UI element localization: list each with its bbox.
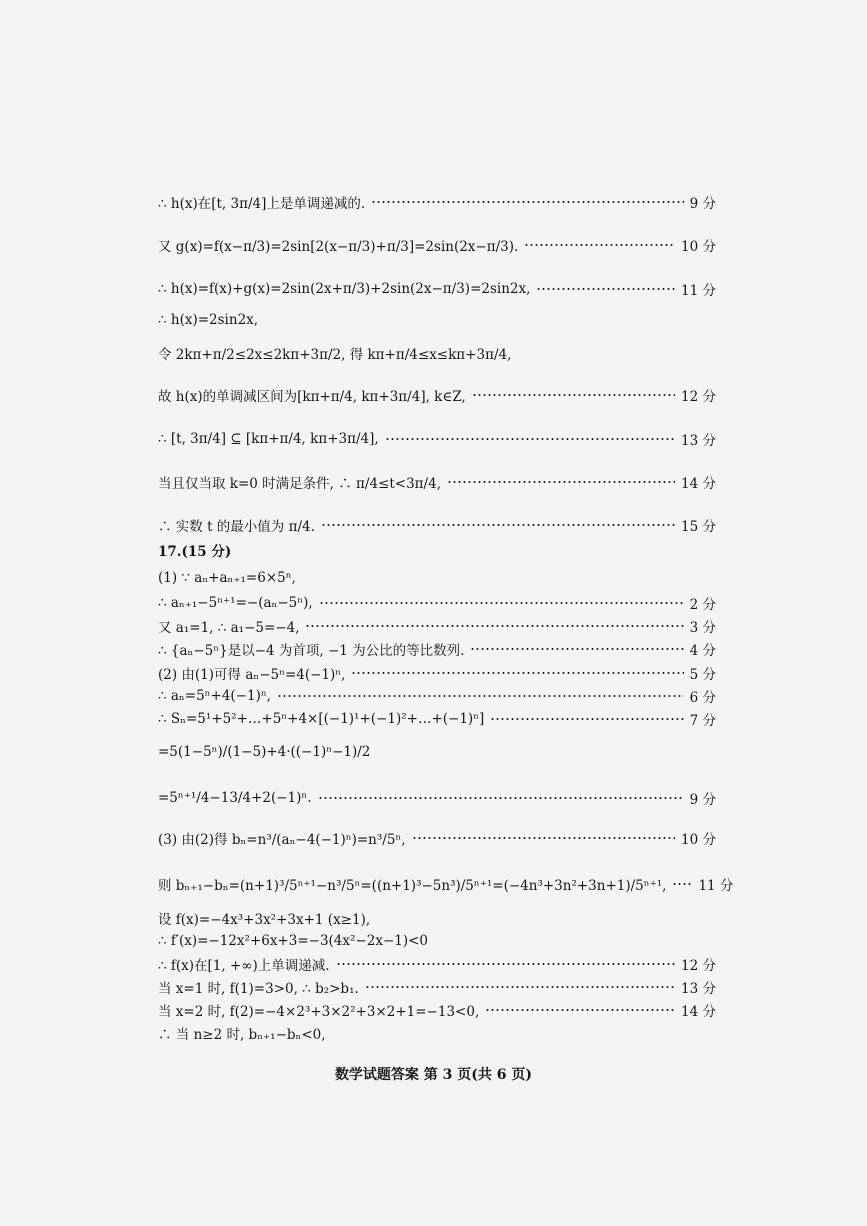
dot-leader bbox=[318, 797, 684, 799]
solution-line: ∴ h(x)=2sin2x, bbox=[158, 312, 259, 328]
solution-line: 当且仅当取 k=0 时满足条件, ∴ π/4≤t<3π/4, 14 分 bbox=[158, 476, 716, 492]
solution-line: ∴ aₙ₊₁−5ⁿ⁺¹=−(aₙ−5ⁿ), 2 分 bbox=[158, 595, 716, 613]
dot-leader bbox=[365, 986, 675, 988]
solution-line: ∴ [t, 3π/4] ⊆ [kπ+π/4, kπ+3π/4], 13 分 bbox=[158, 431, 716, 449]
dot-leader bbox=[672, 883, 692, 885]
solution-line: 设 f(x)=−4x³+3x²+3x+1 (x≥1), bbox=[158, 912, 371, 928]
solution-line: =5(1−5ⁿ)/(1−5)+4·((−1)ⁿ−1)/2 bbox=[158, 744, 371, 760]
dot-leader bbox=[305, 625, 683, 627]
solution-line: ∴ Sₙ=5¹+5²+…+5ⁿ+4×[(−1)¹+(−1)²+…+(−1)ⁿ] 7 分 bbox=[158, 711, 716, 729]
solution-line: ∴ 实数 t 的最小值为 π/4. 15 分 bbox=[158, 519, 716, 535]
solution-line: (1) ∵ aₙ+aₙ₊₁=6×5ⁿ, bbox=[158, 570, 296, 586]
solution-line: 故 h(x)的单调减区间为[kπ+π/4, kπ+3π/4], k∈Z, 12 分 bbox=[158, 389, 716, 405]
solution-line: ∴ h(x)在[t, 3π/4]上是单调递减的. 9 分 bbox=[158, 196, 716, 212]
solution-line: (3) 由(2)得 bₙ=n³/(aₙ−4(−1)ⁿ)=n³/5ⁿ, 10 分 bbox=[158, 832, 716, 848]
solution-line: 又 g(x)=f(x−π/3)=2sin[2(x−π/3)+π/3]=2sin(2x−π/3). 10 分 bbox=[158, 239, 716, 255]
problem-17-heading: 17.(15 分) bbox=[158, 544, 232, 560]
solution-line: ∴ {aₙ−5ⁿ}是以−4 为首项, −1 为公比的等比数列. 4 分 bbox=[158, 643, 716, 659]
solution-line: ∴ h(x)=f(x)+g(x)=2sin(2x+π/3)+2sin(2x−π/3)=2sin2x, 11 分 bbox=[158, 281, 716, 299]
dot-leader bbox=[351, 672, 683, 674]
dot-leader bbox=[470, 648, 683, 650]
dot-leader bbox=[277, 695, 684, 697]
solution-line: ∴ aₙ=5ⁿ+4(−1)ⁿ, 6 分 bbox=[158, 688, 716, 706]
dot-leader bbox=[490, 718, 683, 720]
solution-line: ∴ f′(x)=−12x²+6x+3=−3(4x²−2x−1)<0 bbox=[158, 933, 429, 949]
dot-leader bbox=[412, 837, 675, 839]
solution-line: 又 a₁=1, ∴ a₁−5=−4, 3 分 bbox=[158, 620, 716, 636]
dot-leader bbox=[524, 244, 675, 246]
solution-line: 当 x=1 时, f(1)=3>0, ∴ b₂>b₁. 13 分 bbox=[158, 981, 716, 997]
solution-line: ∴ 当 n≥2 时, bₙ₊₁−bₙ<0, bbox=[158, 1027, 326, 1043]
solution-line: =5ⁿ⁺¹/4−13/4+2(−1)ⁿ. 9 分 bbox=[158, 790, 716, 808]
dot-leader bbox=[485, 1009, 675, 1011]
solution-line: 令 2kπ+π/2≤2x≤2kπ+3π/2, 得 kπ+π/4≤x≤kπ+3π/4, bbox=[158, 347, 512, 363]
solution-line: ∴ f(x)在[1, +∞)上单调递减. 12 分 bbox=[158, 958, 716, 974]
dot-leader bbox=[336, 963, 675, 965]
dot-leader bbox=[447, 481, 675, 483]
page-footer: 数学试题答案 第 3 页(共 6 页) bbox=[334, 1067, 533, 1083]
solution-line: 当 x=2 时, f(2)=−4×2³+3×2²+3×2+1=−13<0, 14 分 bbox=[158, 1004, 716, 1020]
dot-leader bbox=[536, 288, 675, 290]
dot-leader bbox=[385, 438, 675, 440]
dot-leader bbox=[319, 602, 684, 604]
solution-line: 则 bₙ₊₁−bₙ=(n+1)³/5ⁿ⁺¹−n³/5ⁿ=((n+1)³−5n³)/5ⁿ⁺¹=(−4n³+3n²+3n+1)/5ⁿ⁺¹, 11 分 bbox=[158, 878, 734, 894]
solution-line: (2) 由(1)可得 aₙ−5ⁿ=4(−1)ⁿ, 5 分 bbox=[158, 667, 716, 683]
dot-leader bbox=[472, 394, 675, 396]
dot-leader bbox=[321, 524, 675, 526]
dot-leader bbox=[371, 201, 683, 203]
